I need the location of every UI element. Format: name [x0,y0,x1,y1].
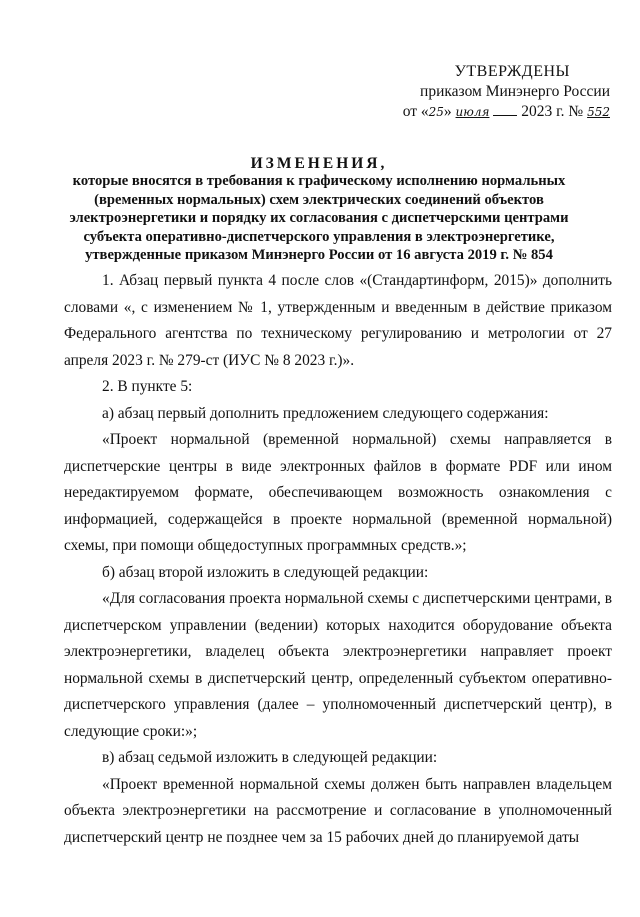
document-title: ИЗМЕНЕНИЯ, [250,155,388,172]
approval-order: приказом Минэнерго России [420,83,610,100]
paragraph: 2. В пункте 5: [102,378,193,395]
paragraph: а) абзац первый дополнить предложением следующего содержания: [102,404,549,422]
paragraph: «Проект временной нормальной схемы должен быть направлен владельцем объекта электроэнергетики на рассмотрение и согласование в уполномоченный диспетчерский центр не позднее чем за 15 рабочих дней до планируемой даты [64,775,612,846]
paragraph: в) абзац седьмой изложить в следующей редакции: [102,749,438,766]
approval-date-line: от «25» июля 2023 г. № 552 [402,103,610,120]
paragraph: б) абзац второй изложить в следующей редакции: [102,563,429,581]
paragraph: «Для согласования проекта нормальной схемы с диспетчерскими центрами, в диспетчерском управлении (ведении) которых находится оборудование объекта электроэнергетики, владелец объекта электроэнергетики направляет проект нормальной схемы в диспетчерский центр, определенный субъектом оперативно-диспетчерского управления (далее – уполномоченный диспетчерский центр), в следующие сроки:»; [64,590,612,740]
handwritten-number: 552 [587,105,610,119]
paragraph: 1. Абзац первый пункта 4 после слов «(Стандартинформ, 2015)» дополнить словами «, с изменением № 1, утвержденным и введенным в действие приказом Федерального агентства по техническому регулированию и метрологии от 27 апреля 2023 г. № 279-ст (ИУС № 8 2023 г.)». [64,272,612,369]
document-body [64,268,612,851]
paragraph: «Проект нормальной (временной нормальной) схемы направляется в диспетчерские центры в виде электронных файлов в формате PDF или ином нередактируемом формате, обеспечивающем возможность ознакомления с информацией, содержащейся в проекте нормальной (временной нормальной) схемы, при помощи общедоступных программных средств.»; [64,431,612,554]
handwritten-month: июля [455,105,490,119]
document-subtitle: которые вносятся в требования к графическому исполнению нормальных (временных нормальных) схем электрических соединений объектов электроэнергетики и порядку их согласования с диспетчерскими центрами субъекта оперативно-диспетчерского управления в электроэнергетике, утвержденные приказом Минэнерго России от 16 августа 2019 г. № 854 [69,173,569,264]
approval-block [380,62,610,122]
handwritten-day: 25 [428,105,444,119]
approval-heading: УТВЕРЖДЕНЫ [454,63,570,80]
